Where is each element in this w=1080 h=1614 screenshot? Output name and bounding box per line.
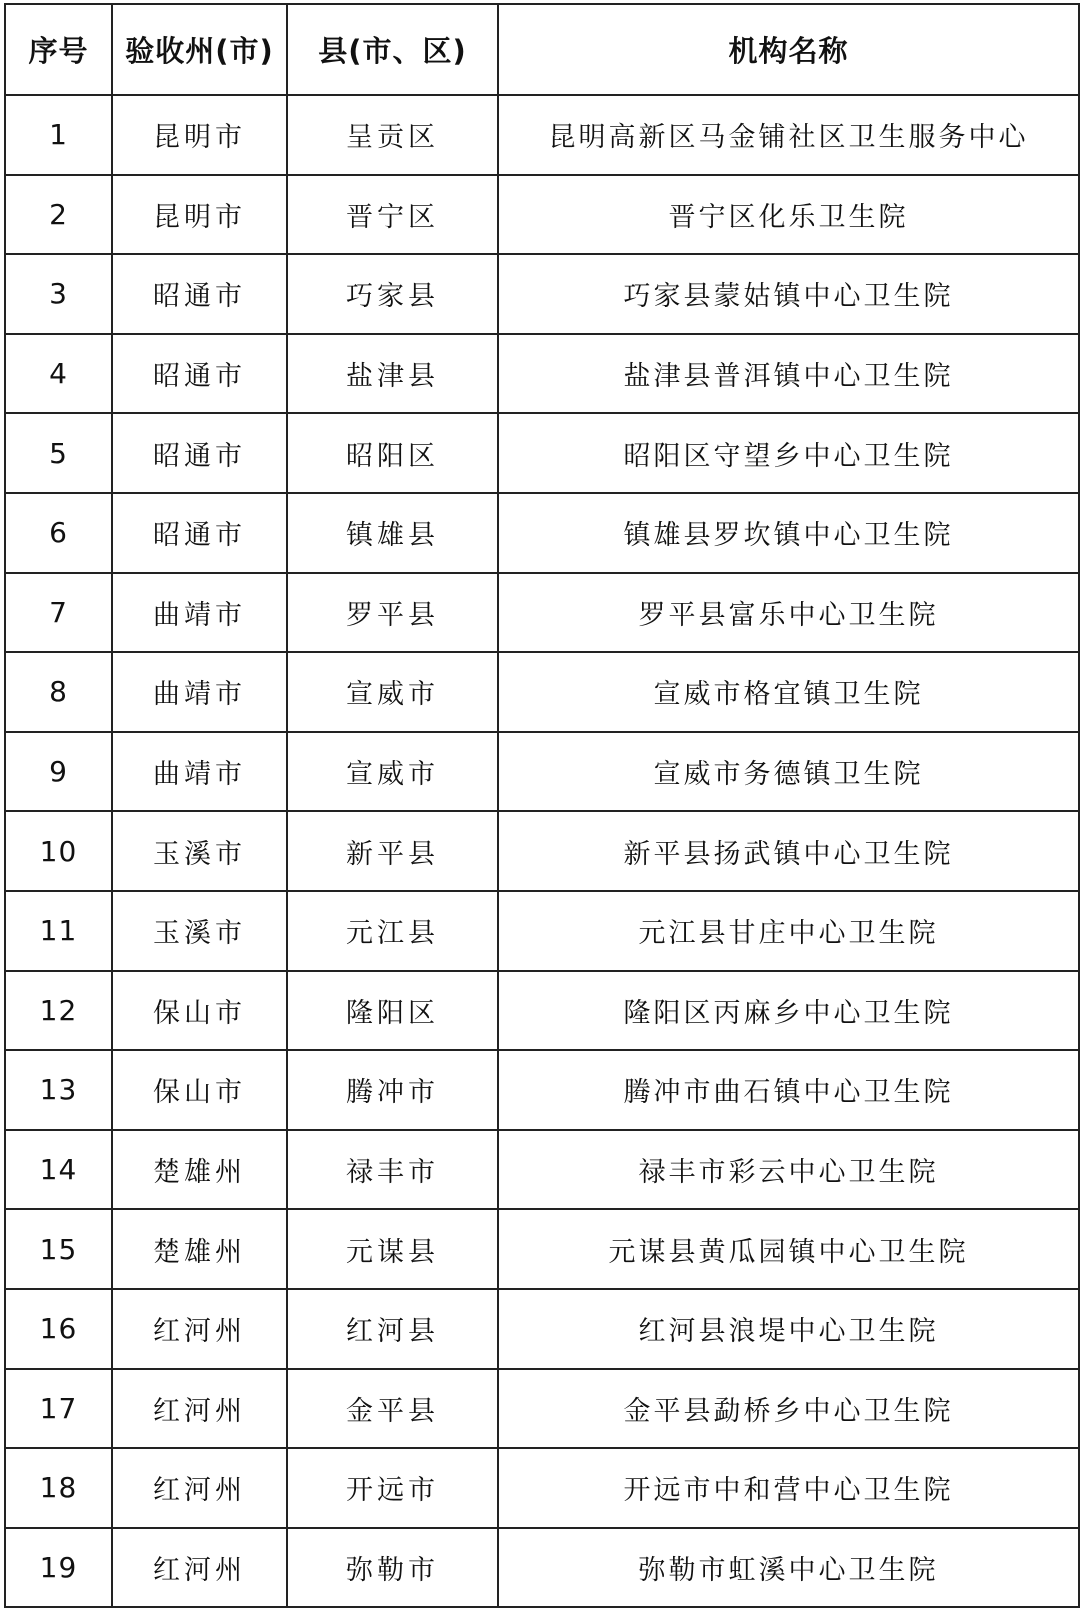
cell-county: 新平县 <box>287 811 498 891</box>
cell-seq: 13 <box>5 1050 112 1130</box>
cell-seq: 5 <box>5 413 112 493</box>
cell-county: 宣威市 <box>287 652 498 732</box>
cell-seq: 18 <box>5 1448 112 1528</box>
cell-seq: 7 <box>5 573 112 653</box>
table-row <box>5 95 1079 175</box>
cell-seq: 11 <box>5 891 112 971</box>
cell-org: 隆阳区丙麻乡中心卫生院 <box>498 971 1079 1051</box>
acceptance-list-sheet <box>4 3 1078 1608</box>
cell-org: 禄丰市彩云中心卫生院 <box>498 1130 1079 1210</box>
cell-prefecture: 曲靖市 <box>112 652 287 732</box>
table-row <box>5 652 1079 732</box>
cell-prefecture: 红河州 <box>112 1528 287 1608</box>
header-org: 机构名称 <box>498 4 1079 95</box>
cell-county: 弥勒市 <box>287 1528 498 1608</box>
table-row <box>5 175 1079 255</box>
cell-org: 开远市中和营中心卫生院 <box>498 1448 1079 1528</box>
table-row <box>5 413 1079 493</box>
cell-org: 元江县甘庄中心卫生院 <box>498 891 1079 971</box>
cell-prefecture: 玉溪市 <box>112 891 287 971</box>
cell-org: 红河县浪堤中心卫生院 <box>498 1289 1079 1369</box>
cell-prefecture: 昆明市 <box>112 95 287 175</box>
cell-prefecture: 保山市 <box>112 1050 287 1130</box>
cell-org: 金平县勐桥乡中心卫生院 <box>498 1369 1079 1449</box>
table-row <box>5 1289 1079 1369</box>
cell-org: 镇雄县罗坎镇中心卫生院 <box>498 493 1079 573</box>
cell-county: 巧家县 <box>287 254 498 334</box>
cell-prefecture: 红河州 <box>112 1369 287 1449</box>
table-row <box>5 573 1079 653</box>
cell-org: 盐津县普洱镇中心卫生院 <box>498 334 1079 414</box>
cell-org: 宣威市格宜镇卫生院 <box>498 652 1079 732</box>
cell-county: 金平县 <box>287 1369 498 1449</box>
table-row <box>5 1528 1079 1608</box>
table-row <box>5 493 1079 573</box>
cell-prefecture: 昭通市 <box>112 254 287 334</box>
table-row <box>5 254 1079 334</box>
cell-seq: 9 <box>5 732 112 812</box>
table-row <box>5 971 1079 1051</box>
cell-org: 昭阳区守望乡中心卫生院 <box>498 413 1079 493</box>
cell-prefecture: 红河州 <box>112 1289 287 1369</box>
cell-org: 元谋县黄瓜园镇中心卫生院 <box>498 1209 1079 1289</box>
cell-county: 晋宁区 <box>287 175 498 255</box>
cell-org: 新平县扬武镇中心卫生院 <box>498 811 1079 891</box>
cell-county: 罗平县 <box>287 573 498 653</box>
cell-seq: 17 <box>5 1369 112 1449</box>
table-row <box>5 1130 1079 1210</box>
table-header <box>5 4 1079 95</box>
cell-prefecture: 昭通市 <box>112 493 287 573</box>
cell-county: 元江县 <box>287 891 498 971</box>
cell-seq: 1 <box>5 95 112 175</box>
table-row <box>5 1448 1079 1528</box>
cell-org: 罗平县富乐中心卫生院 <box>498 573 1079 653</box>
table-row <box>5 891 1079 971</box>
cell-prefecture: 红河州 <box>112 1448 287 1528</box>
cell-county: 元谋县 <box>287 1209 498 1289</box>
cell-org: 弥勒市虹溪中心卫生院 <box>498 1528 1079 1608</box>
table-row <box>5 1050 1079 1130</box>
cell-org: 晋宁区化乐卫生院 <box>498 175 1079 255</box>
cell-prefecture: 保山市 <box>112 971 287 1051</box>
cell-seq: 6 <box>5 493 112 573</box>
cell-prefecture: 曲靖市 <box>112 573 287 653</box>
institution-table <box>4 3 1080 1608</box>
header-row <box>5 4 1079 95</box>
table-row <box>5 1369 1079 1449</box>
cell-county: 禄丰市 <box>287 1130 498 1210</box>
cell-county: 盐津县 <box>287 334 498 414</box>
cell-seq: 19 <box>5 1528 112 1608</box>
table-row <box>5 334 1079 414</box>
table-row <box>5 811 1079 891</box>
cell-org: 巧家县蒙姑镇中心卫生院 <box>498 254 1079 334</box>
cell-prefecture: 玉溪市 <box>112 811 287 891</box>
cell-seq: 12 <box>5 971 112 1051</box>
cell-prefecture: 昭通市 <box>112 413 287 493</box>
cell-prefecture: 楚雄州 <box>112 1130 287 1210</box>
table-row <box>5 732 1079 812</box>
cell-seq: 4 <box>5 334 112 414</box>
cell-seq: 3 <box>5 254 112 334</box>
cell-prefecture: 曲靖市 <box>112 732 287 812</box>
table-row <box>5 1209 1079 1289</box>
cell-seq: 10 <box>5 811 112 891</box>
cell-county: 宣威市 <box>287 732 498 812</box>
cell-org: 腾冲市曲石镇中心卫生院 <box>498 1050 1079 1130</box>
header-seq: 序号 <box>5 4 112 95</box>
cell-county: 腾冲市 <box>287 1050 498 1130</box>
cell-org: 宣威市务德镇卫生院 <box>498 732 1079 812</box>
cell-county: 呈贡区 <box>287 95 498 175</box>
cell-prefecture: 昆明市 <box>112 175 287 255</box>
cell-county: 红河县 <box>287 1289 498 1369</box>
cell-seq: 16 <box>5 1289 112 1369</box>
cell-county: 镇雄县 <box>287 493 498 573</box>
cell-seq: 15 <box>5 1209 112 1289</box>
cell-county: 昭阳区 <box>287 413 498 493</box>
cell-county: 隆阳区 <box>287 971 498 1051</box>
header-county: 县(市、区) <box>287 4 498 95</box>
cell-org: 昆明高新区马金铺社区卫生服务中心 <box>498 95 1079 175</box>
cell-seq: 8 <box>5 652 112 732</box>
cell-prefecture: 昭通市 <box>112 334 287 414</box>
table-body <box>5 95 1079 1607</box>
header-prefecture: 验收州(市) <box>112 4 287 95</box>
cell-seq: 14 <box>5 1130 112 1210</box>
cell-county: 开远市 <box>287 1448 498 1528</box>
cell-prefecture: 楚雄州 <box>112 1209 287 1289</box>
cell-seq: 2 <box>5 175 112 255</box>
